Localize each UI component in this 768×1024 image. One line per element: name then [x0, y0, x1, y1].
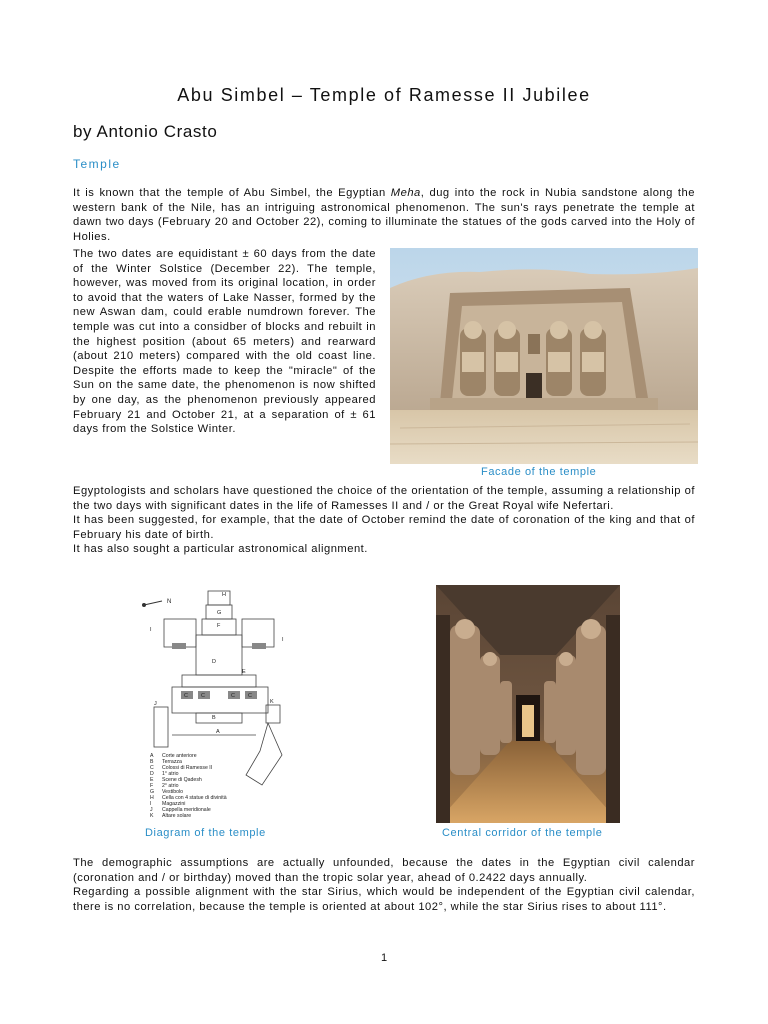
legend-text: Scene di Qadesh: [162, 777, 202, 783]
diagram-label: D: [212, 659, 216, 665]
legend-text: Colossi di Ramesse II: [162, 765, 213, 771]
legend-key: F: [150, 783, 154, 789]
legend-key: A: [150, 753, 154, 759]
legend-key: H: [150, 795, 154, 801]
page-number: 1: [380, 952, 388, 964]
paragraph-intro: [73, 186, 695, 244]
paragraph-intro-part1: It is known that the temple of Abu Simbel, the Egyptian: [73, 187, 391, 199]
document-title: Abu Simbel – Temple of Ramesse II Jubilee: [177, 85, 591, 105]
diagram-label: C: [231, 693, 235, 699]
paragraph-orientation: [73, 484, 695, 557]
legend-key: B: [150, 759, 154, 765]
diagram-label: H: [222, 592, 226, 598]
temple-diagram: [136, 585, 296, 825]
diagram-label: F: [217, 623, 221, 629]
paragraph-intro-emphasis: Meha: [390, 187, 421, 199]
legend-key: I: [150, 801, 152, 807]
legend-key: G: [150, 789, 155, 795]
diagram-label: J: [154, 701, 157, 707]
legend-text: Cella con 4 statue di divinità: [162, 795, 227, 801]
paragraph-conclusion: [73, 856, 695, 914]
north-label: N: [167, 599, 172, 605]
paragraph-intro-part2: , dug into the rock in Nubia sandstone along the western bank of the Nile, has an intriguing astronomical phenomenon. The sun's rays penetrate the temple at dawn two days (February 20 and October 22), coming to illuminate the statues of the gods carved into the Holy of Holies.: [73, 187, 695, 243]
legend-key: J: [150, 807, 153, 813]
diagram-label: C: [248, 693, 252, 699]
diagram-label: A: [216, 729, 220, 735]
diagram-label: E: [242, 669, 246, 675]
diagram-label: I: [282, 637, 284, 643]
paragraph-orientation-line: Egyptologists and scholars have questioned the choice of the orientation of the temple, assuming a relationship of the two days with significant dates in the life of Ramesses II and / or the Great Royal wife Nefertari.: [73, 485, 695, 512]
paragraph-orientation-line: It has been suggested, for example, that the date of October remind the date of coronation of the king and that of February his date of birth.: [73, 514, 695, 541]
diagram-label: K: [270, 699, 274, 705]
paragraph-conclusion-line: The demographic assumptions are actually unfounded, because the dates in the Egyptian civil calendar (coronation and / or birthday) moved than the tropic solar year, ahead of 0.2422 days annually.: [73, 857, 695, 884]
legend-text: 1° atrio: [162, 771, 179, 777]
diagram-illustration: [136, 585, 296, 825]
legend-key: D: [150, 771, 154, 777]
diagram-label: C: [184, 693, 188, 699]
legend-key: E: [150, 777, 154, 783]
section-heading: Temple: [73, 157, 121, 171]
legend-text: Magazzini: [162, 801, 186, 807]
legend-key: C: [150, 765, 154, 771]
diagram-label: I: [150, 627, 152, 633]
paragraph-orientation-line: It has also sought a particular astronomical alignment.: [73, 543, 368, 556]
legend-text: Vestibolo: [162, 789, 184, 795]
corridor-illustration: [436, 585, 620, 823]
author-line: by Antonio Crasto: [73, 122, 218, 141]
corridor-caption: Central corridor of the temple: [442, 827, 603, 839]
corridor-photo: [436, 585, 620, 823]
diagram-label: C: [201, 693, 205, 699]
paragraph-relocation: The two dates are equidistant ± 60 days from the date of the Winter Solstice (December 22). The temple, however, was moved from its original location, in order to avoid that the waters of Lake Nasser, formed by the new Aswan dam, could erable numdrown forever. The temple was cut into a considber of blocks and rebuilt in the highest position (about 65 meters) and rearward (about 210 meters) compared with the old coast line. Despite the efforts made to keep the "miracle" of the Sun on the same date, the phenomenon is now shifted by one day, as the phenomenon previously appeared February 21 and October 21, at a separation of ± 61 days from the Solstice Winter.: [73, 248, 376, 436]
legend-text: Terrazza: [162, 759, 182, 765]
paragraph-conclusion-line: Regarding a possible alignment with the star Sirius, which would be independent of the Egyptian civil calendar, there is no correlation, because the temple is oriented at about 102°, while the star Sirius rises to about 111°.: [73, 886, 695, 913]
diagram-caption: Diagram of the temple: [145, 827, 266, 839]
legend-text: Cappella meridionale: [162, 807, 211, 813]
legend-text: Altare solare: [162, 813, 192, 819]
diagram-label: B: [212, 715, 216, 721]
facade-photo: [390, 248, 698, 464]
facade-caption: Facade of the temple: [481, 466, 597, 478]
legend-text: Corte anteriore: [162, 753, 197, 759]
facade-illustration: [390, 248, 698, 464]
legend-text: 2° atrio: [162, 783, 179, 789]
legend-key: K: [150, 813, 154, 819]
diagram-label: G: [217, 610, 222, 616]
